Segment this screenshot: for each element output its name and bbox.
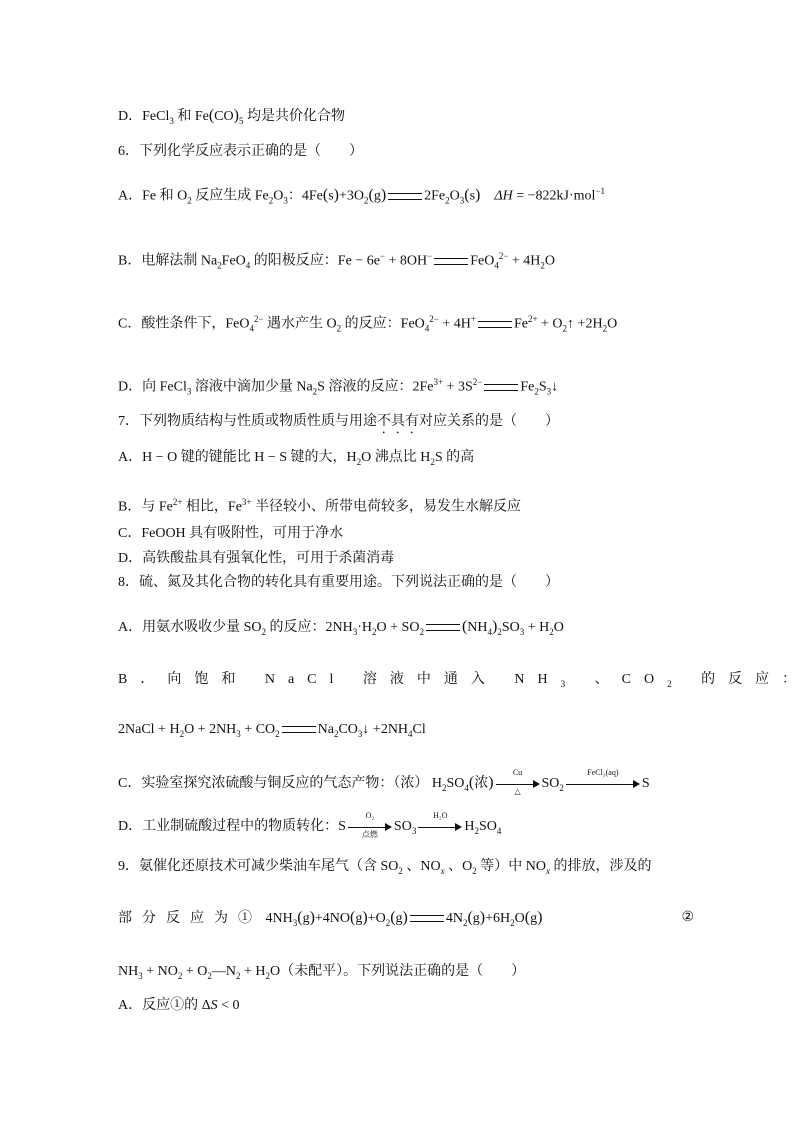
question-7-option-c: C．FeOOH 具有吸附性，可用于净水 xyxy=(118,526,344,541)
question-6-option-b: B．电解法制 $Na_2FeO_4$ 的阳极反应：Fe − 6e− + 8OH− $FeO_4^{2-} + 4H_2O$ xyxy=(118,251,556,271)
question-8-option-a: A．用氨水吸收少量 $SO_2$ 的反应：$2NH_3\cdot H_2O + SO_2$ $(NH_4)_2SO_3 + H_2O$ xyxy=(118,618,564,637)
question-6-option-c: C．酸性条件下，FeO$_4^{2-}$ 遇水产生 $O_2$ 的反应：FeO$_4^{2-}$ + 4H+ $Fe^{2+}$ + $O_2↑ +2H_2O$ xyxy=(118,314,618,334)
question-9-option-a: A．反应①的 ΔS < 0 xyxy=(118,998,240,1013)
question-9-line3: $NH_3 + NO_2$ + $O_2—N_2 + H_2O$（未配平）。下列说法正确的是（ ） xyxy=(118,964,526,981)
question-8-option-d: D．工业制硫酸过程中的物质转化：S O₂ 点燃 $SO_3$ H₂O $H_2SO_4$ xyxy=(118,810,502,839)
question-8-option-b-line1: B．向饱和 NaCl 溶液中通入 $NH_3$ 、$CO_2$ 的反应： xyxy=(118,672,809,689)
question-8: 8．硫、氮及其化合物的转化具有重要用途。下列说法正确的是（ ） xyxy=(118,575,559,590)
arrow-fecl3: FeCl₃(aq) xyxy=(566,777,640,791)
arrow-cu: Cu △ xyxy=(496,777,540,791)
question-7-option-d: D．高铁酸盐具有强氧化性，可用于杀菌消毒 xyxy=(118,551,395,566)
question-8-option-c: C．实验室探究浓硫酸与铜反应的气态产物：（浓） $H_2SO_4$(浓) Cu △ $SO_2$ FeCl₃(aq) S xyxy=(118,767,650,796)
question-6: 6．下列化学反应表示正确的是（ ） xyxy=(118,144,363,159)
question-7: 7．下列物质结构与性质或物质性质与用途不具有对应关系的是（ ） xyxy=(118,414,559,429)
question-9-line2: 部分反应为① $4NH_3(g)+4NO(g)+O_2(g)$ $4N_2(g)+6H_2O(g)$ ② xyxy=(118,909,694,928)
question-7-option-a: A．H − O 键的键能比 H − S 键的大，$H_2O$ 沸点比 $H_2S$ 的高 xyxy=(118,450,475,467)
option-d-q5: D．FeCl$_3$ 和 $Fe(CO)_5$ 均是共价化合物 xyxy=(118,107,345,126)
question-8-option-b-line2: 2NaCl + $H_2O + 2NH_3 + CO_2$ $Na_2CO_3↓ +2NH_4Cl$ xyxy=(118,722,426,739)
question-9-line1: 9．氨催化还原技术可减少柴油车尾气（含 $SO_2$ 、$NO_x$ 、$O_2$ 等）中 $NO_x$ 的排放，涉及的 xyxy=(118,859,652,876)
arrow-h2o: H₂O xyxy=(418,820,462,834)
question-6-option-a: A．Fe 和 $O_2$ 反应生成 $Fe_2O_3$：$4Fe(s)+3O_2(g)$ $2Fe_2O_3(s)$ ΔH = −822kJ·mol$^{-1}$ xyxy=(118,186,605,206)
question-7-option-b: B．与 $Fe^{2+}$ 相比，$Fe^{3+}$ 半径较小、所带电荷较多，易发生水解反应 xyxy=(118,497,521,515)
question-6-option-d: D．向 FeCl$_3$ 溶液中滴加少量 $Na_2S$ 溶液的反应：$2Fe^{3+} + 3S^{2-}$ $Fe_2S_3↓$ xyxy=(118,377,559,397)
arrow-o2: O₂ 点燃 xyxy=(348,820,392,834)
